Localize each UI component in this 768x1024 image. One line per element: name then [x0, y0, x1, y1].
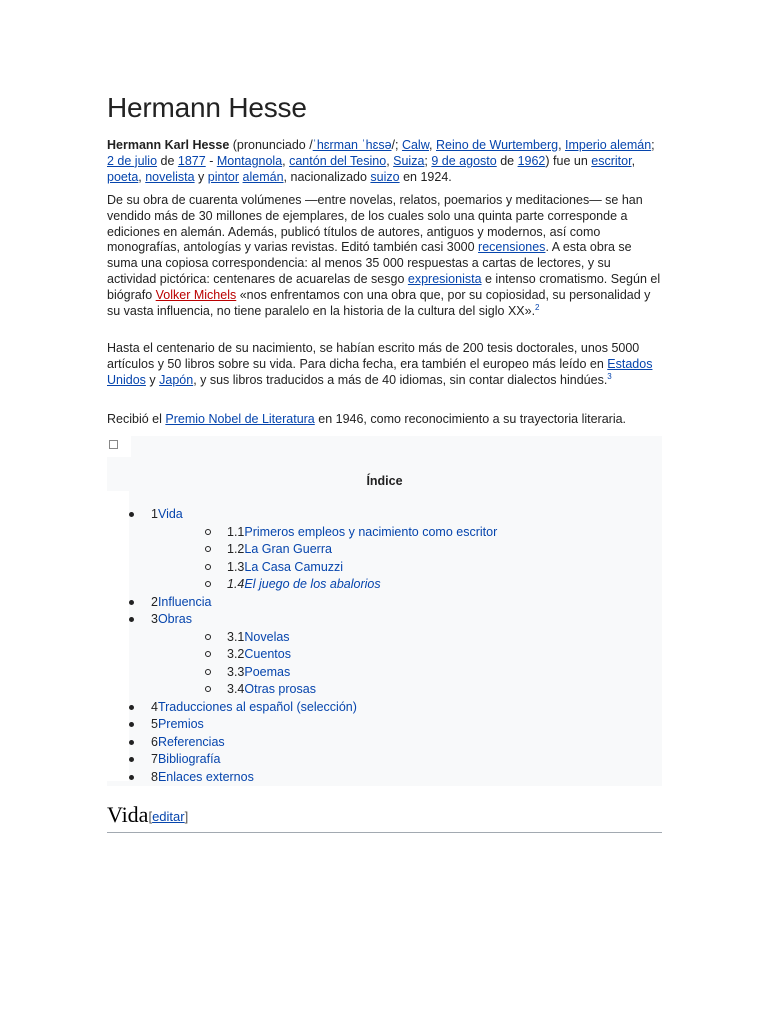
toc-number: 3 [151, 612, 158, 626]
text: y [145, 372, 160, 387]
bullet-icon [129, 705, 134, 710]
circle-bullet-icon [205, 529, 211, 535]
text: , nacionalizado [283, 169, 371, 184]
toc-number: 2 [151, 594, 158, 609]
link-nobel[interactable]: Premio Nobel de Literatura [165, 412, 315, 426]
link-japon[interactable]: Japón [159, 372, 194, 387]
toc-number: 3.2 [227, 647, 245, 661]
circle-bullet-icon [205, 564, 211, 570]
ipa-link[interactable]: ˈhɛrman ˈhɛsə [312, 138, 392, 152]
circle-bullet-icon [205, 669, 211, 675]
text: «nos enfrentamos con una obra que, por su copiosidad, su personalidad y su vasta influencia, no tiene paralelo en la historia de la cultura del siglo XX». [107, 287, 651, 318]
link-novelista[interactable]: novelista [145, 169, 195, 184]
text: (pronunciado / [229, 138, 313, 152]
toc-label[interactable]: Referencias [157, 734, 225, 749]
link-tesino[interactable]: cantón del Tesino [289, 153, 387, 168]
link-poeta[interactable]: poeta [107, 169, 139, 184]
toc-number: 4 [151, 699, 158, 714]
edit-bracket-open: [ [148, 809, 153, 824]
link-1962[interactable]: 1962 [517, 153, 546, 168]
toc-label[interactable]: Traducciones al español (selección) [157, 699, 357, 714]
text: ; [424, 153, 432, 168]
subject-name: Hermann Karl Hesse [107, 138, 230, 152]
bullet-icon [129, 740, 134, 745]
text: en 1924. [399, 169, 452, 184]
toc-label[interactable]: La Casa Camuzzi [244, 559, 344, 574]
toc-number: 1.1 [227, 524, 245, 539]
toc-number: 1 [151, 507, 158, 521]
toc-label[interactable]: El juego de los abalorios [244, 577, 381, 591]
circle-bullet-icon [205, 546, 211, 552]
table-of-contents [107, 436, 662, 786]
toc-number: 3.4 [227, 682, 245, 696]
bullet-icon [129, 722, 134, 727]
toc-number: 5 [151, 717, 158, 731]
text: , [138, 169, 146, 184]
circle-bullet-icon [205, 634, 211, 640]
edit-bracket-close: ] [184, 809, 189, 824]
edit-section-link[interactable] [148, 809, 188, 824]
text: De su obra de cuarenta volúmenes —entre novelas, relatos, poemarios y meditaciones— se han vendido más de 30 millones de ejemplares, de los cuales solo una quinta parte corresponde a ediciones en alemán. Además, publicó títulos de autores, antiguos y modernos, así como monografías, antologías y varias revistas. Editó también casi 3000 [107, 193, 643, 255]
legacy-paragraph [107, 341, 663, 388]
toc-number: 3.1 [227, 629, 245, 644]
text: , [282, 153, 290, 168]
link-julio[interactable]: 2 de julio [107, 153, 158, 168]
toc-label[interactable]: Influencia [157, 594, 212, 609]
edit-link[interactable]: editar [152, 809, 185, 824]
link-pintor[interactable]: pintor [207, 169, 240, 184]
link-estados-unidos[interactable]: Estados Unidos [107, 356, 653, 387]
text: , [386, 153, 394, 168]
text: y [194, 169, 208, 184]
text: Recibió el [107, 412, 166, 426]
link-reino[interactable]: Reino de Wurtemberg [436, 138, 559, 152]
toc-number: 1.3 [227, 559, 245, 574]
text: , [429, 138, 436, 152]
text: de [496, 153, 518, 168]
text: de [157, 153, 178, 168]
text: Hasta el centenario de su nacimiento, se habían escrito más de 200 tesis doctorales, unos 5000 artículos y 50 libros sobre su vida. Para dicha fecha, era también el europeo más leído en [107, 341, 640, 371]
link-agosto[interactable]: 9 de agosto [431, 153, 497, 168]
text: ; [651, 138, 655, 152]
toc-label[interactable]: Bibliografía [157, 752, 221, 766]
circle-bullet-icon [205, 651, 211, 657]
bullet-icon [129, 600, 134, 605]
toc-number: 8 [151, 769, 158, 784]
text: , y sus libros traducidos a más de 40 idiomas, sin contar dialectos hindúes. [193, 372, 608, 387]
link-1877[interactable]: 1877 [177, 153, 206, 168]
toc-label[interactable]: Obras [157, 612, 192, 626]
intro-paragraph [107, 138, 663, 185]
reference-3[interactable]: 3 [607, 371, 612, 381]
link-suiza[interactable]: Suiza [393, 153, 425, 168]
toc-number: 7 [151, 752, 158, 766]
text: e intenso cromatismo. Según el biógrafo [107, 271, 661, 302]
toc-number: 1.2 [227, 542, 245, 556]
toc-left-gutter [107, 491, 129, 781]
link-expresionista[interactable]: expresionista [407, 271, 482, 286]
toc-label[interactable]: Poemas [244, 664, 291, 679]
bullet-icon [129, 775, 134, 780]
reference-2[interactable]: 2 [535, 302, 540, 312]
text: en 1946, como reconocimiento a su trayectoria literaria. [314, 412, 627, 426]
toc-label[interactable]: Enlaces externos [157, 769, 254, 784]
toc-number: 6 [151, 734, 158, 749]
toc-label[interactable]: La Gran Guerra [244, 542, 332, 556]
works-paragraph [107, 193, 663, 319]
toc-number: 3.3 [227, 664, 245, 679]
link-calw[interactable]: Calw [401, 138, 430, 152]
link-volker-michels[interactable]: Volker Michels [155, 287, 237, 302]
toc-title: Índice [366, 474, 403, 488]
bullet-icon [129, 512, 134, 517]
link-montagnola[interactable]: Montagnola [216, 153, 283, 168]
toc-number: 1.4 [227, 577, 245, 591]
text: - [205, 153, 217, 168]
text: ) fue un [545, 153, 592, 168]
link-escritor[interactable]: escritor [591, 153, 632, 168]
link-imperio[interactable]: Imperio alemán [565, 138, 652, 152]
toc-label[interactable]: Primeros empleos y nacimiento como escritor [244, 524, 498, 539]
link-aleman[interactable]: alemán [242, 169, 284, 184]
bullet-icon [129, 757, 134, 762]
circle-bullet-icon [205, 686, 211, 692]
nobel-paragraph [107, 412, 663, 428]
text: /; [391, 138, 402, 152]
toc-label[interactable]: Cuentos [244, 647, 291, 661]
toc-label[interactable]: Vida [157, 507, 183, 521]
text: , [631, 153, 636, 168]
toc-label[interactable]: Premios [157, 717, 204, 731]
link-recensiones[interactable]: recensiones [478, 240, 546, 255]
section-heading-vida [107, 800, 662, 833]
bullet-icon [129, 617, 134, 622]
circle-bullet-icon [205, 581, 211, 587]
text: , [558, 138, 566, 152]
section-title: Vida [107, 802, 149, 827]
text: . A esta obra se suma una copiosa correspondencia: al menos 35 000 respuestas a cartas de lectores, y su actividad pictórica: centenares de acuarelas de sesgo [107, 240, 632, 286]
page-title: Hermann Hesse [107, 92, 307, 123]
toc-toggle-checkbox[interactable] [109, 440, 118, 449]
link-suizo[interactable]: suizo [370, 169, 400, 184]
toc-label[interactable]: Otras prosas [244, 682, 316, 696]
toc-label[interactable]: Novelas [244, 629, 290, 644]
